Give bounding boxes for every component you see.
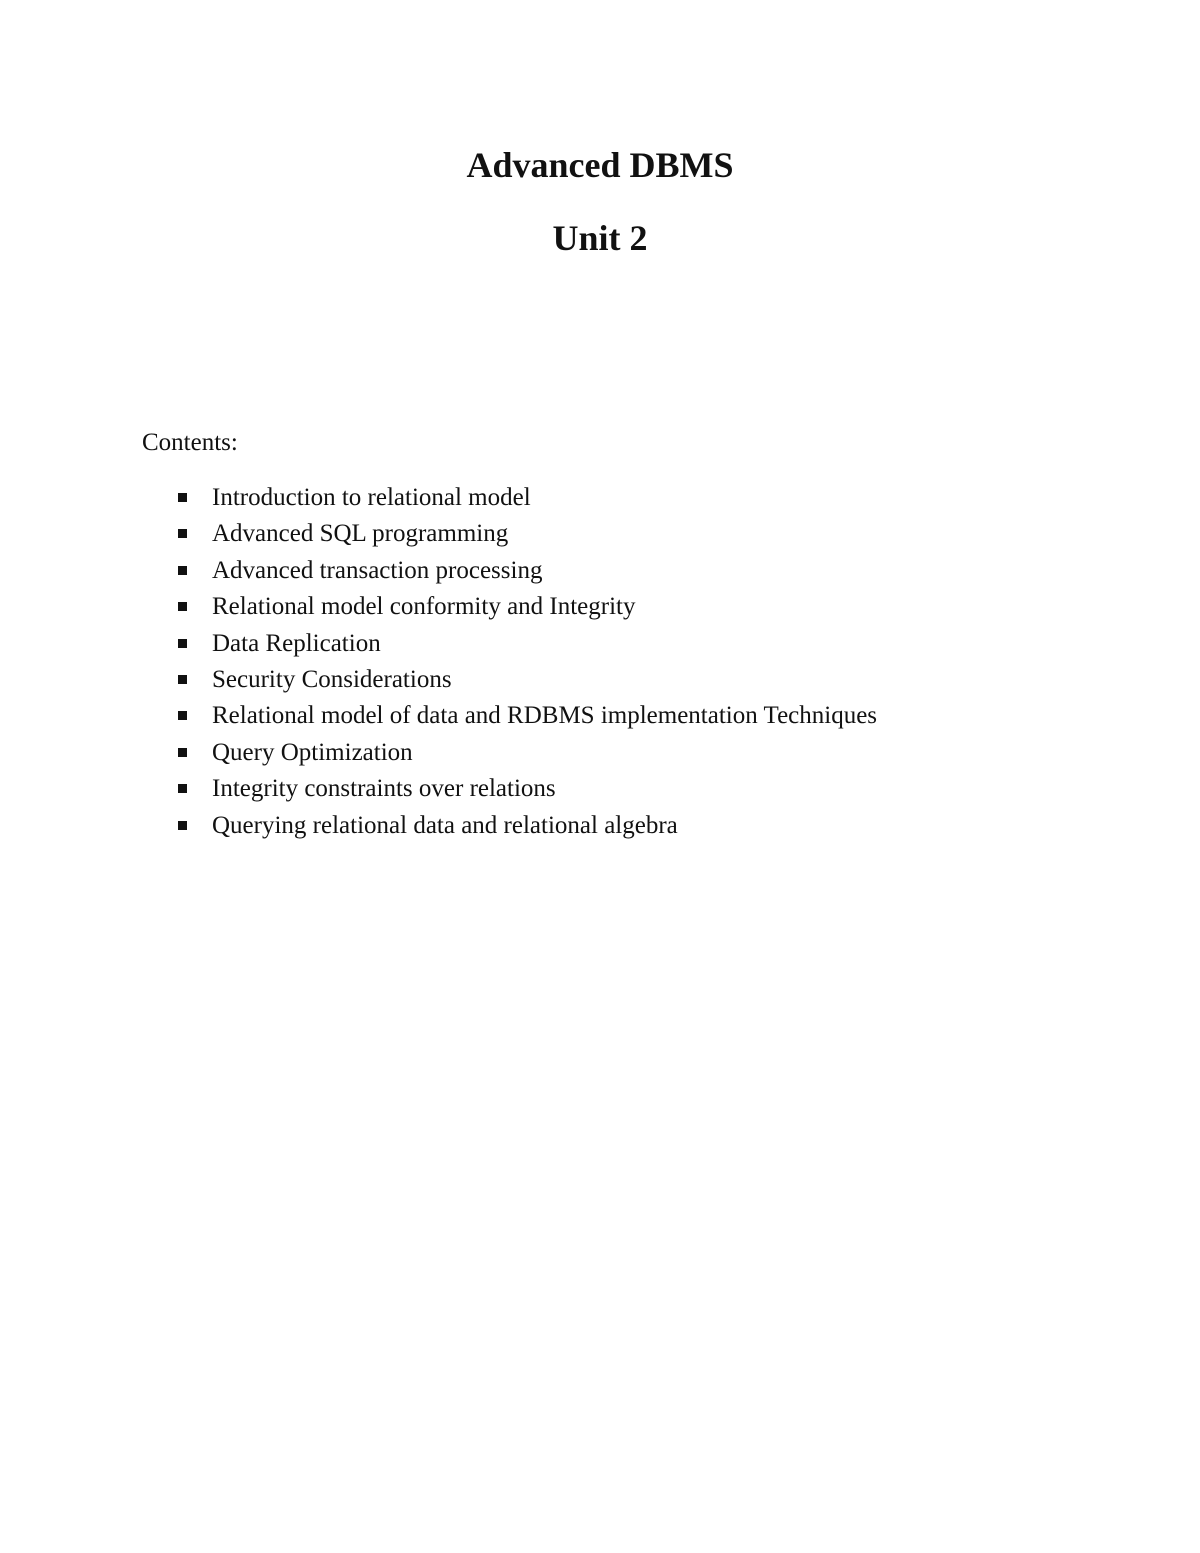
list-item-label: Querying relational data and relational algebra (212, 811, 678, 839)
square-bullet-icon (178, 748, 187, 757)
list-item (0, 482, 1000, 518)
list-item-label: Relational model conformity and Integrity (212, 593, 636, 621)
list-item (0, 737, 1000, 773)
list-item (0, 555, 1000, 591)
square-bullet-icon (178, 675, 187, 684)
list-item-label: Advanced transaction processing (212, 556, 543, 584)
square-bullet-icon (178, 821, 187, 830)
list-item (0, 773, 1000, 809)
list-item-label: Query Optimization (212, 738, 413, 766)
square-bullet-icon (178, 711, 187, 720)
list-item-label: Integrity constraints over relations (212, 775, 556, 803)
square-bullet-icon (178, 784, 187, 793)
list-item-label: Data Replication (212, 629, 381, 657)
list-item (0, 628, 1000, 664)
list-item-label: Security Considerations (212, 665, 452, 693)
contents-list (0, 482, 1000, 846)
list-item (0, 591, 1000, 627)
list-item (0, 518, 1000, 554)
document-subtitle: Unit 2 (552, 218, 648, 258)
list-item-label: Relational model of data and RDBMS implementation Techniques (212, 702, 878, 730)
contents-label: Contents: (142, 429, 238, 456)
list-item (0, 664, 1000, 700)
square-bullet-icon (178, 639, 187, 648)
square-bullet-icon (178, 529, 187, 538)
square-bullet-icon (178, 493, 187, 502)
document-title: Advanced DBMS (466, 145, 734, 185)
square-bullet-icon (178, 602, 187, 611)
list-item-label: Advanced SQL programming (212, 520, 509, 548)
list-item-label: Introduction to relational model (212, 484, 531, 511)
square-bullet-icon (178, 566, 187, 575)
list-item (0, 810, 1000, 846)
list-item (0, 700, 1000, 736)
